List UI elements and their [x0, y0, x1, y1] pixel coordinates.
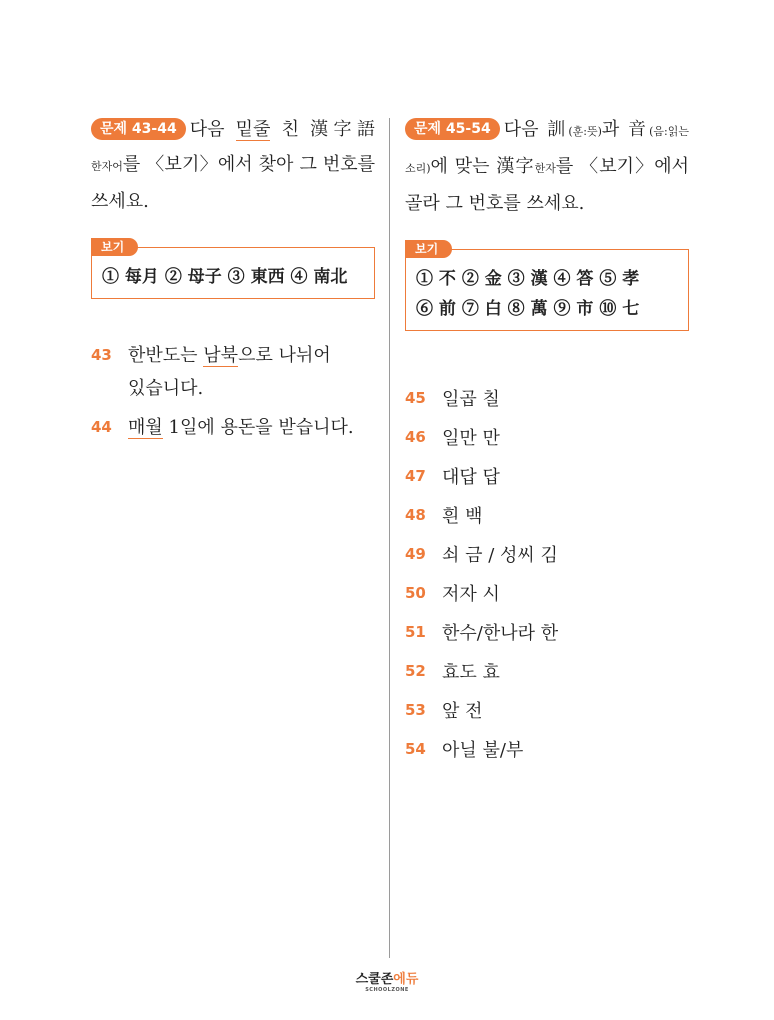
- bogi-options: ① 每月 ② 母子 ③ 東西 ④ 南北: [91, 247, 375, 299]
- bogi-label: 보기: [405, 240, 452, 258]
- instruction-43-44: 문제 43-44 다음 밑줄 친 漢字語 한자어를 〈보기〉에서 찾아 그 번호를 쓰세요.: [91, 119, 375, 212]
- question-list: [91, 339, 375, 444]
- list-item: 48 흰 백: [405, 505, 483, 527]
- right-column: [405, 112, 689, 768]
- bogi-line-1: ① 不 ② 金 ③ 漢 ④ 答 ⑤ 孝: [416, 269, 640, 289]
- problem-badge-43-44: 문제 43-44: [91, 118, 186, 140]
- problem-badge-45-54: 문제 45-54: [405, 118, 500, 140]
- list-item: 47 대답 답: [405, 466, 500, 488]
- list-item: 50 저자 시: [405, 583, 500, 605]
- publisher-logo: 스쿨존에듀 SCHOOLZONE: [355, 972, 419, 993]
- bogi-line-2: ⑥ 前 ⑦ 白 ⑧ 萬 ⑨ 市 ⑩ 七: [416, 299, 640, 319]
- question-number: 43: [91, 346, 112, 364]
- underline-sample: 밑줄: [235, 119, 271, 140]
- list-item: 52 효도 효: [405, 661, 500, 683]
- bogi-label: 보기: [91, 238, 138, 256]
- list-item: 45 일곱 칠: [405, 388, 500, 410]
- question-text: 매월 1일에 용돈을 받습니다.: [128, 417, 354, 438]
- list-item: 46 일만 만: [405, 427, 500, 449]
- list-item: 54 아닐 불/부: [405, 739, 524, 761]
- answer-list: [405, 378, 689, 768]
- list-item: 51 한수/한나라 한: [405, 622, 559, 644]
- bogi-box-right: [405, 242, 689, 331]
- question-item: [91, 339, 375, 405]
- question-item: [91, 411, 375, 444]
- bogi-options: [405, 249, 689, 331]
- bogi-box-left: [91, 240, 375, 299]
- list-item: 49 쇠 금 / 성씨 김: [405, 544, 558, 566]
- list-item: 53 앞 전: [405, 700, 483, 722]
- question-text: 한반도는 남북으로 나뉘어 있습니다.: [128, 345, 331, 399]
- column-divider: [389, 118, 390, 958]
- left-column: [91, 112, 375, 444]
- instruction-45-54: 문제 45-54 다음 訓(훈:뜻)과 音(음:읽는 소리)에 맞는 漢字한자를 〈보기〉에서 골라 그 번호를 쓰세요.: [405, 119, 689, 214]
- question-number: 44: [91, 418, 112, 436]
